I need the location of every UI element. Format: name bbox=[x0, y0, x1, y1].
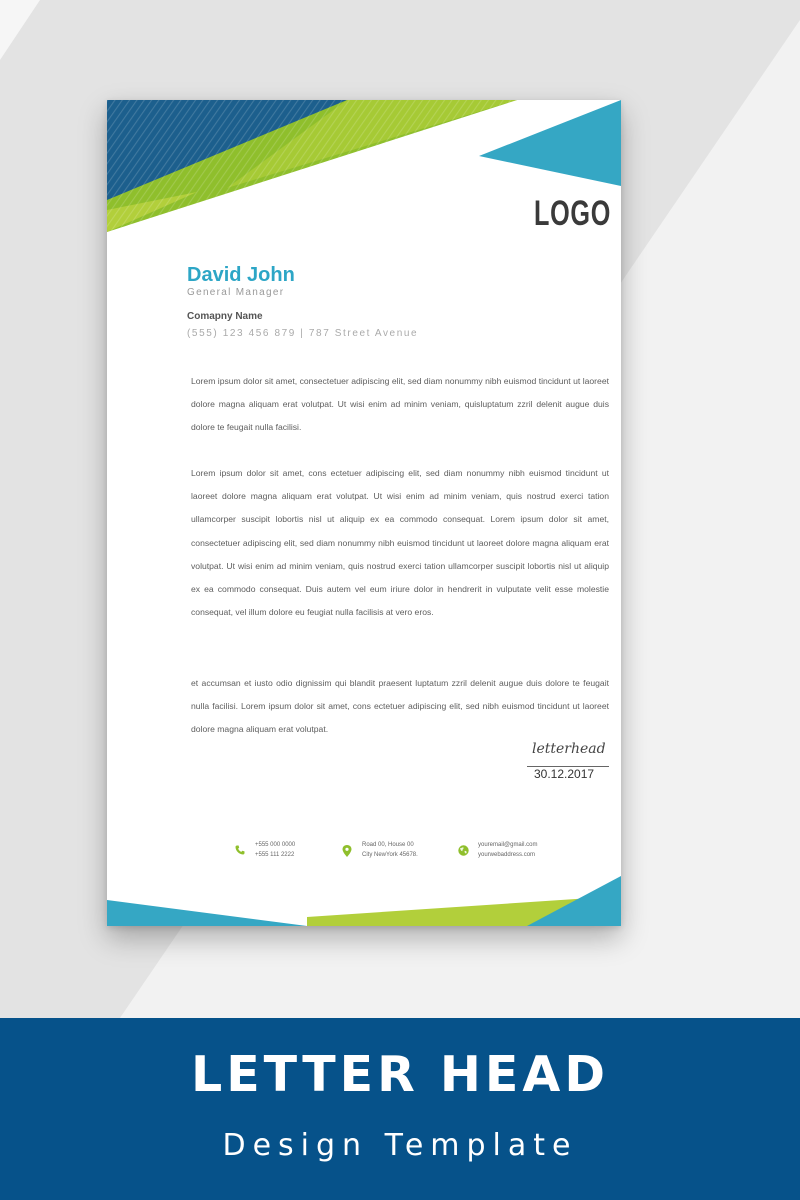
body-paragraph: Lorem ipsum dolor sit amet, cons ectetuer adipiscing elit, sed diam nonummy nibh euismod tincidunt ut laoreet dolore magna aliquam erat volutpat. Ut wisi enim ad minim veniam, quis nostrud exerci tation ullamcorper suscipit lobortis nisl ut aliquip ex ea commodo consequat. Lorem ipsum dolor sit amet, consectetuer adipiscing elit, sed diam nonummy nibh euismod tincidunt ut laoreet dolore magna aliquam erat volutpat. Ut wisi enim ad minim veniam, quis nostrud exerci tation ullamcorper suscipit lobortis nisl ut aliquip ex ea commodo consequat. Duis autem vel eum iriure dolor in hendrerit in vulputate velit esse molestie consequat, vel illum dolore eu feugiat nulla facilisis at vero eros. bbox=[191, 468, 609, 618]
sender-name: David John bbox=[187, 264, 295, 286]
body-paragraph: Lorem ipsum dolor sit amet, consectetuer adipiscing elit, sed diam nonummy nibh euismod tincidunt ut laoreet dolore magna aliquam erat volutpat. Ut wisi enim ad minim veniam, quisluptatum zzril delenit augue duis dolore te feugait nulla facilisi. bbox=[191, 376, 609, 433]
company-contact: (555) 123 456 879 | 787 Street Avenue bbox=[187, 328, 419, 339]
banner-subtitle: Design Template bbox=[222, 1128, 578, 1163]
letter-date: 30.12.2017 bbox=[534, 767, 595, 781]
footer-address-line1: Road 00, House 00 bbox=[362, 842, 414, 848]
footer-website: yourwebaddress.com bbox=[478, 852, 536, 858]
phone-icon bbox=[235, 845, 245, 855]
body-paragraph: et accumsan et iusto odio dignissim qui blandit praesent luptatum zzril delenit augue duis dolore te feugait nulla facilisi. Lorem ipsum dolor sit amet, cons ectetuer adipiscing elit, sed nibh euismod tincidunt ut laoreet dolore magna aliquam erat volutpat. bbox=[191, 678, 609, 735]
letterhead-paper bbox=[107, 100, 621, 926]
company-logo: LOGO bbox=[533, 194, 611, 233]
sender-title: General Manager bbox=[187, 287, 285, 298]
footer-email: youremail@gmail.com bbox=[478, 842, 538, 848]
signature: letterhead bbox=[532, 741, 606, 757]
footer-phone-line1: +555 000 0000 bbox=[255, 842, 296, 848]
footer-phone-line2: +555 111 2222 bbox=[255, 852, 295, 858]
title-banner bbox=[0, 1018, 800, 1200]
banner-title: LETTER HEAD bbox=[190, 1046, 609, 1103]
map-pin-icon bbox=[342, 845, 352, 857]
footer-address-line2: City NewYork 45678. bbox=[362, 852, 418, 858]
globe-icon bbox=[458, 845, 469, 856]
company-name: Comapny Name bbox=[187, 311, 263, 322]
